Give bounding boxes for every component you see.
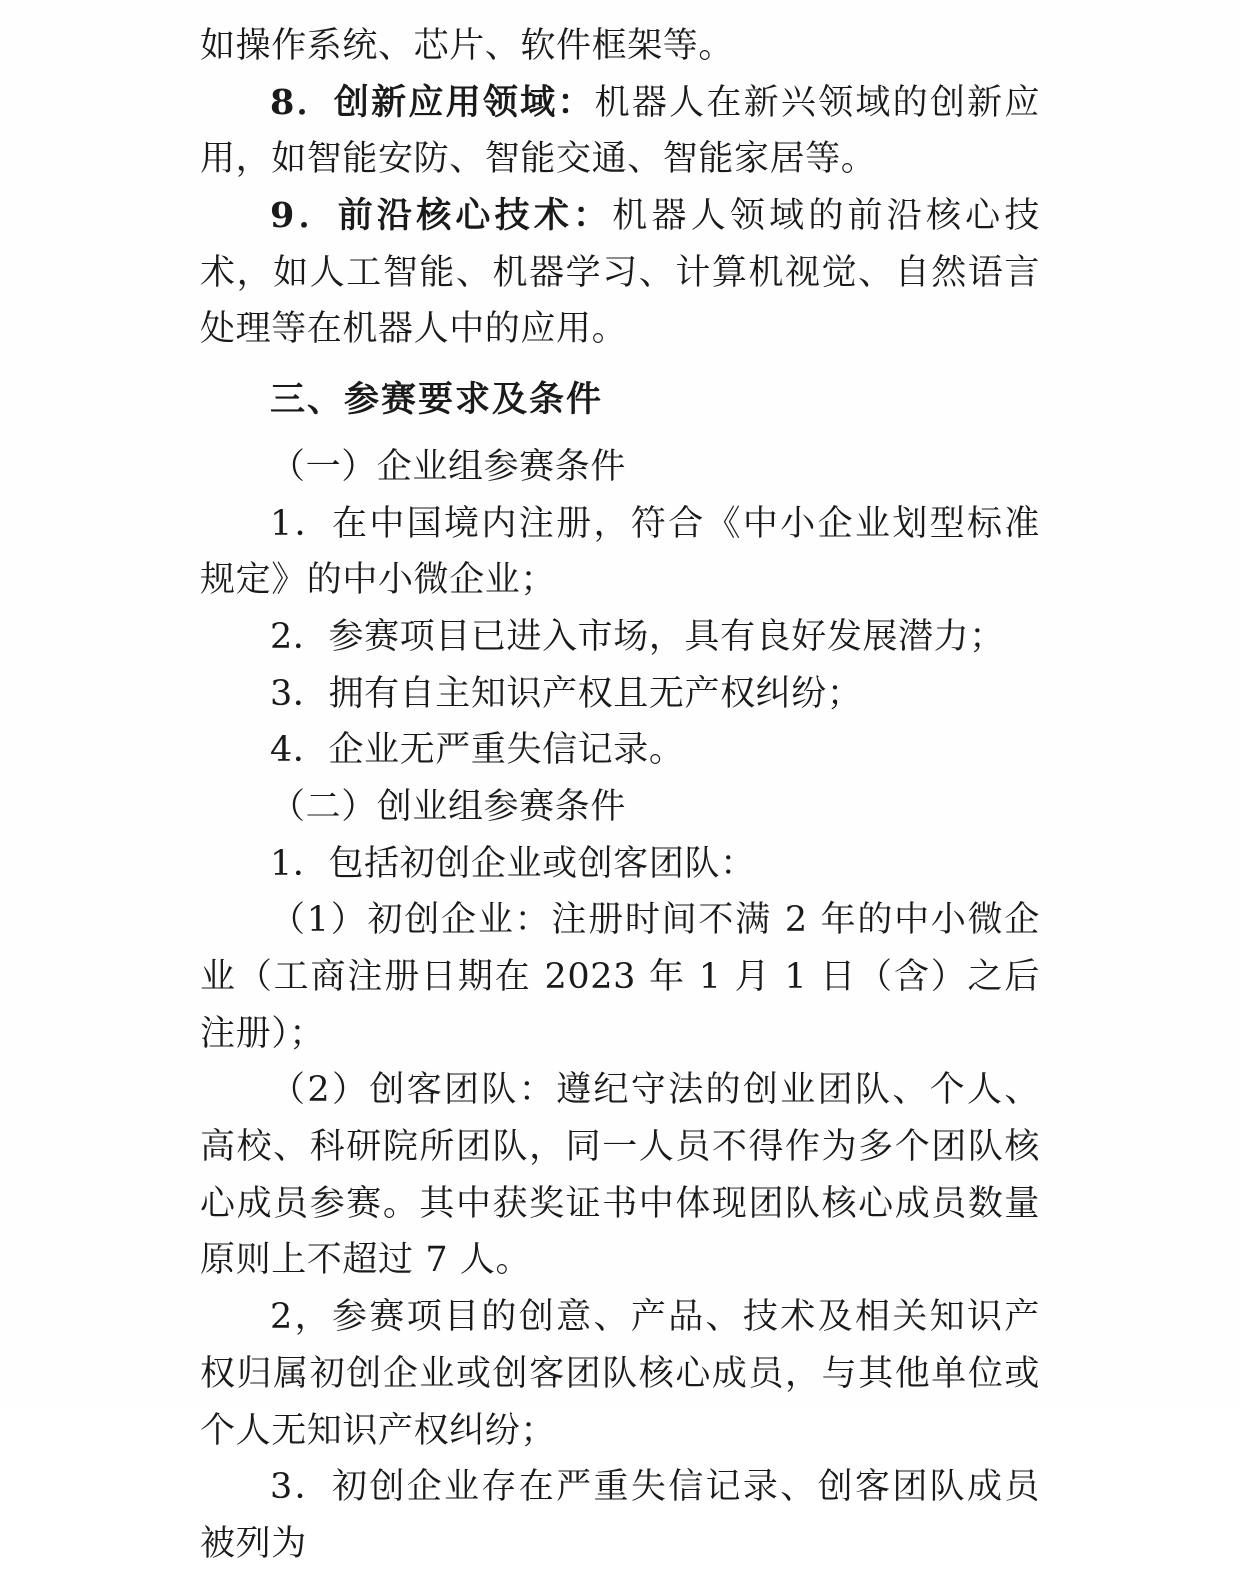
startup-condition-1-sub-1: （1）初创企业：注册时间不满 2 年的中小微企业（工商注册日期在 2023 年 1 月 1 日（含）之后注册）； <box>200 900 1040 1054</box>
subsection-heading-two: （二）创业组参赛条件 <box>270 786 627 827</box>
startup-condition-1: 1．包括初创企业或创客团队： <box>270 843 756 884</box>
numbered-item-8 <box>200 75 1040 188</box>
subsection-heading-one: （一）企业组参赛条件 <box>270 446 627 487</box>
startup-condition-1-sub-2: （2）创客团队：遵纪守法的创业团队、个人、高校、科研院所团队，同一人员不得作为多个团队核心成员参赛。其中获奖证书中体现团队核心成员数量原则上不超过 7 人。 <box>200 1070 1040 1281</box>
document-body <box>200 18 1040 1573</box>
numbered-item-8-text: 机器人在新兴领域的创新应用，如智能安防、智能交通、智能家居等。 <box>200 82 1040 180</box>
startup-condition-3: 3．初创企业存在严重失信记录、创客团队成员被列为 <box>200 1467 1040 1564</box>
enterprise-condition-4: 4．企业无严重失信记录。 <box>270 730 685 771</box>
numbered-item-9 <box>200 188 1040 358</box>
enterprise-condition-2: 2．参赛项目已进入市场，具有良好发展潜力； <box>270 616 1005 657</box>
enterprise-condition-1: 1．在中国境内注册，符合《中小企业划型标准规定》的中小微企业； <box>200 503 1040 601</box>
numbered-item-9-lead: 9．前沿核心技术： <box>270 195 613 237</box>
numbered-item-9-text: 机器人领域的前沿核心技术，如人工智能、机器学习、计算机视觉、自然语言处理等在机器人中的应用。 <box>200 196 1040 350</box>
startup-condition-2: 2，参赛项目的创意、产品、技术及相关知识产权归属初创企业或创客团队核心成员，与其他单位或个人无知识产权纠纷； <box>200 1297 1040 1451</box>
paragraph-continuation: 如操作系统、芯片、软件框架等。 <box>200 26 735 66</box>
numbered-item-8-lead: 8．创新应用领域： <box>270 81 595 123</box>
section-heading-three: 三、参赛要求及条件 <box>270 379 604 421</box>
enterprise-condition-3: 3．拥有自主知识产权且无产权纠纷； <box>270 673 863 714</box>
